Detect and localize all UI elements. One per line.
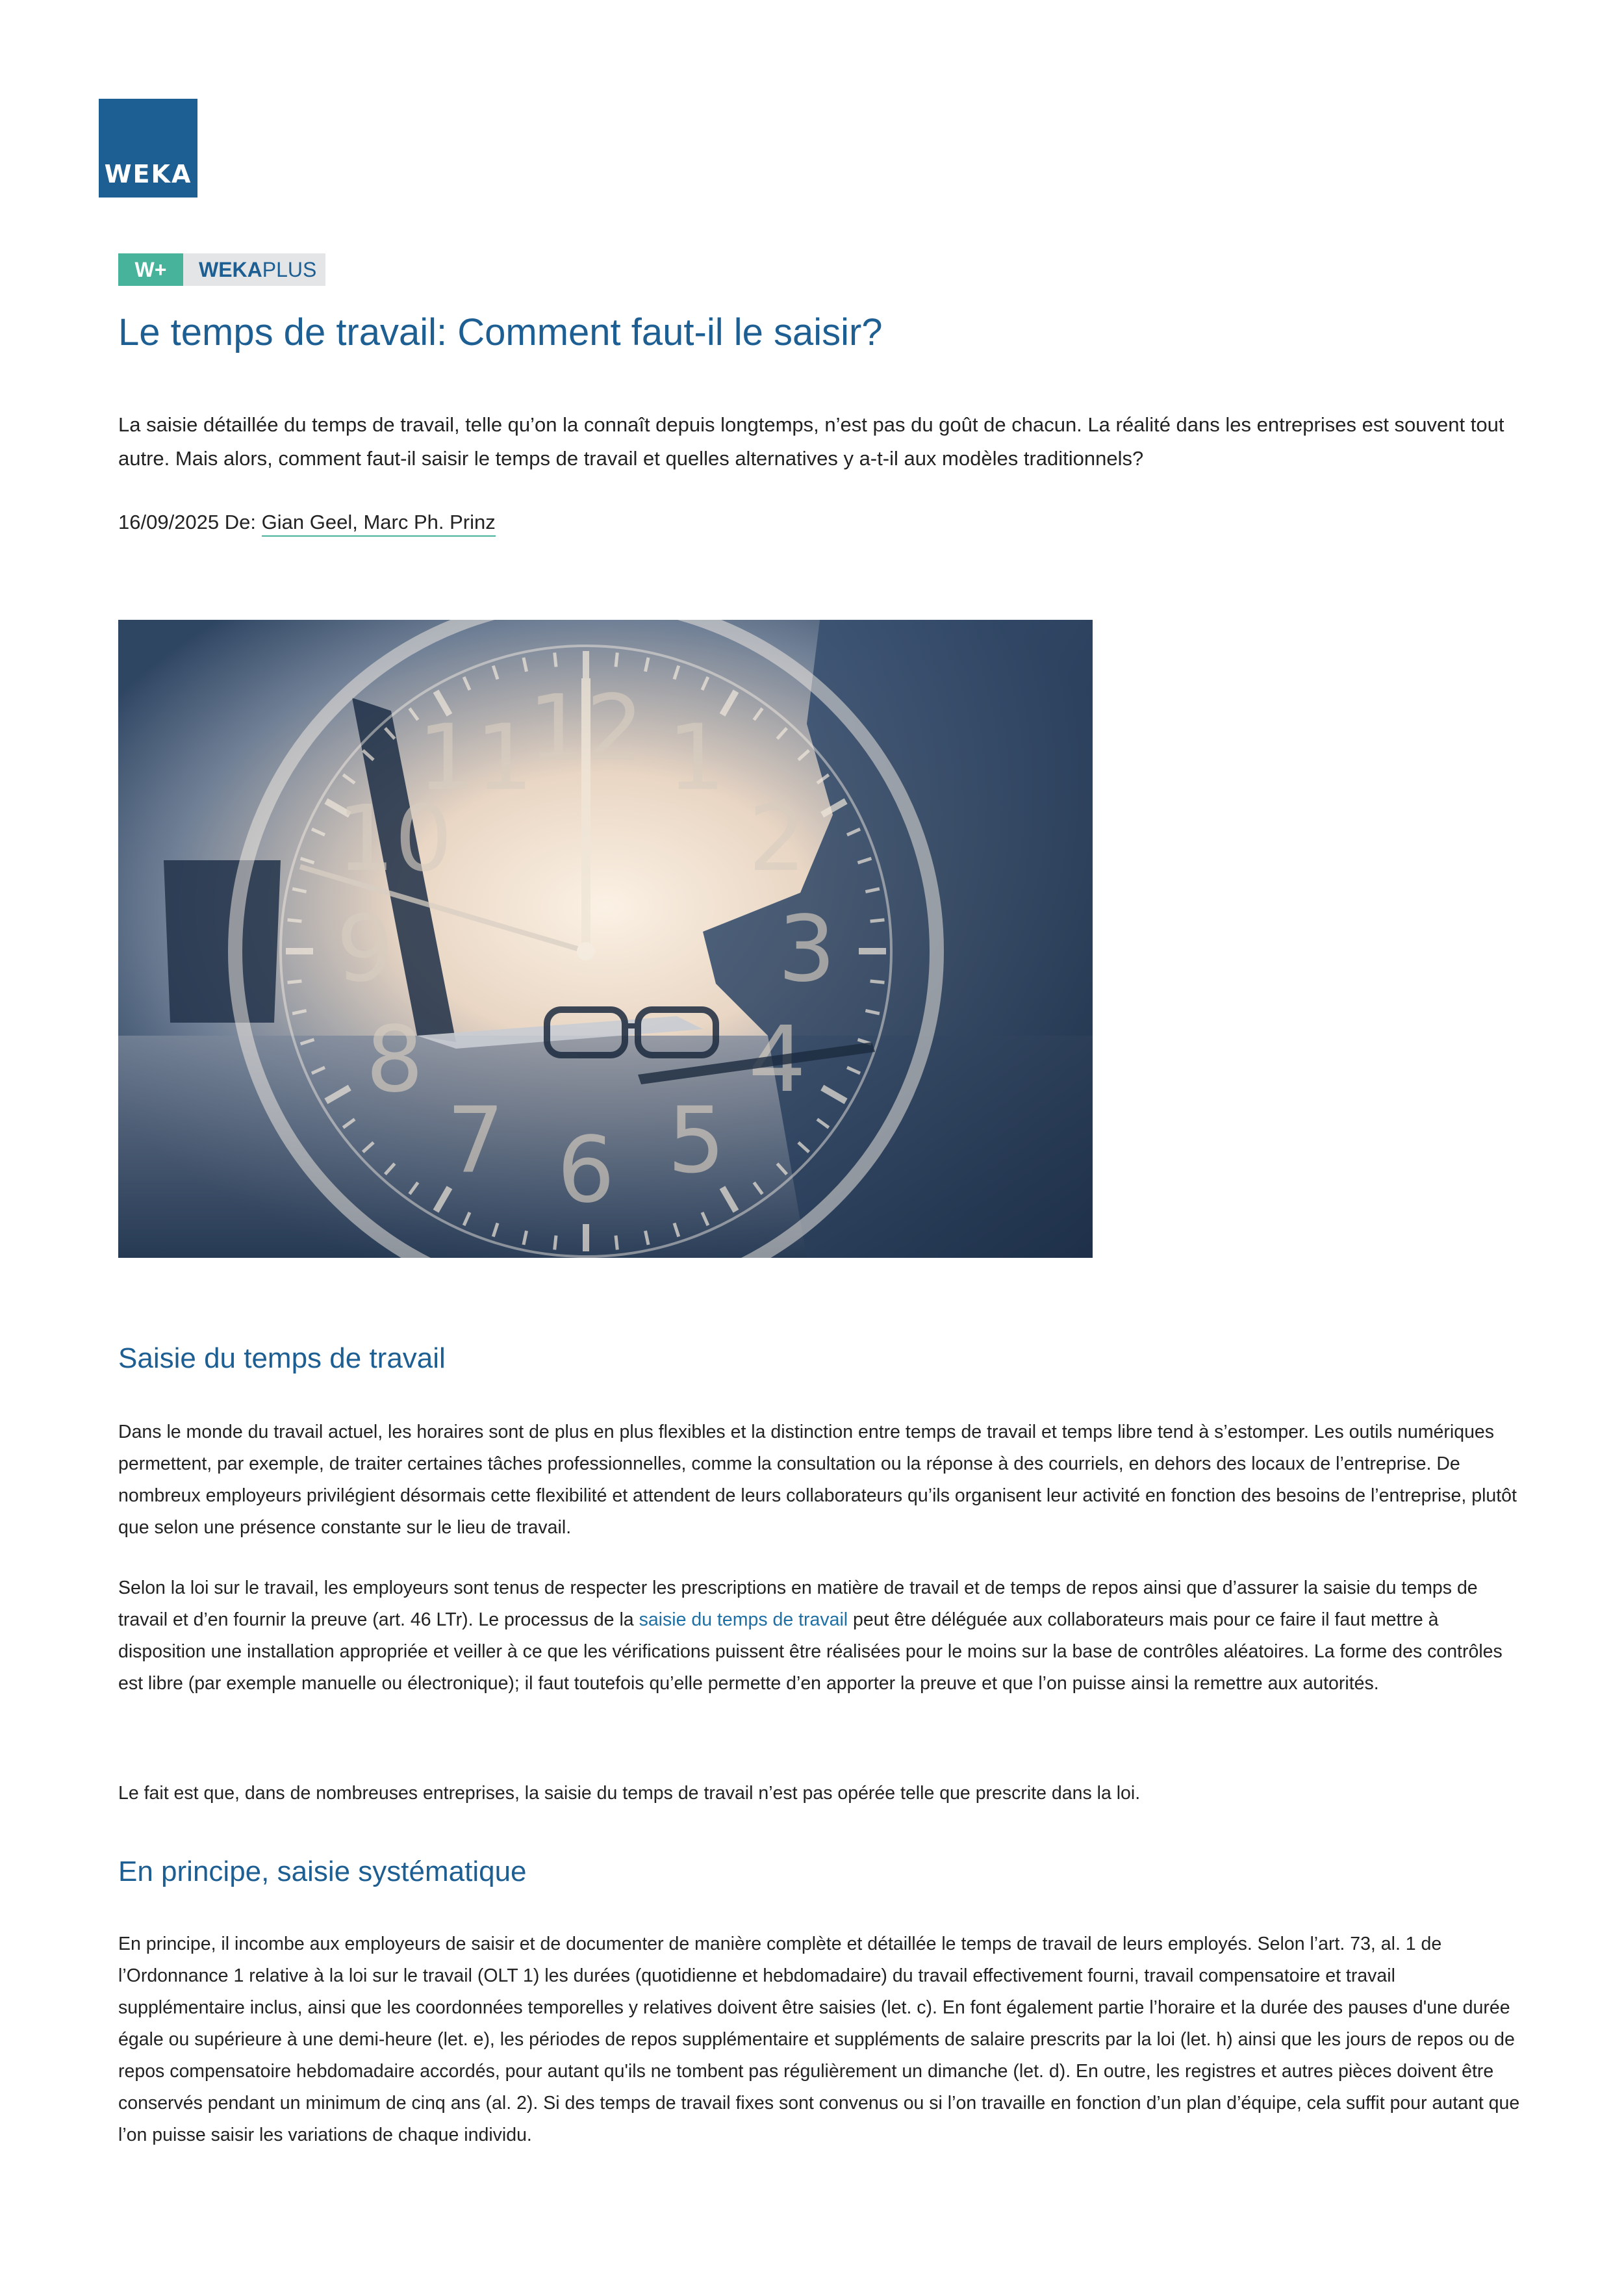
clock-tick <box>870 920 885 921</box>
section-1-paragraph-2 <box>118 1572 1521 1700</box>
saisie-temps-travail-link[interactable]: saisie du temps de travail <box>639 1609 848 1630</box>
clock-number: 3 <box>778 897 836 1003</box>
p2-text-after: peut être déléguée aux collaborateurs mais pour ce faire il faut mettre à disposition une installation appropriée et veiller à ce que les vérifications puissent être réalisées pour le moins sur la base de contrôles aléatoires. La forme des contrôles est libre (par exemple manuelle ou électronique); il faut toutefois qu’elle permette d’en apporter la preuve et que l’on puisse ainsi la remettre aux autorités. <box>118 1609 1503 1694</box>
article-lead: La saisie détaillée du temps de travail, telle qu’on la connaît depuis longtemps, n’est pas du goût de chacun. La réalité dans les entreprises est souvent tout autre. Mais alors, comment faut-il saisir le temps de travail et quelles alternatives y a-t-il aux modèles traditionnels? <box>118 413 1504 470</box>
clock-tick <box>288 981 302 982</box>
clock-number: 7 <box>446 1088 505 1194</box>
section-heading-principe: En principe, saisie systématique <box>118 1856 527 1887</box>
clock-number: 1 <box>667 705 726 811</box>
by-label: De: <box>224 511 257 533</box>
weka-logo[interactable] <box>99 99 197 198</box>
article-date: 16/09/2025 <box>118 511 220 533</box>
authors-link[interactable]: Gian Geel, Marc Ph. Prinz <box>262 511 496 537</box>
page-title: Le temps de travail: Comment faut-il le saisir? <box>118 311 883 353</box>
logo-text: WEKA <box>104 160 192 188</box>
clock-number: 6 <box>557 1118 615 1223</box>
clock-number: 5 <box>667 1088 726 1194</box>
clock-tick <box>870 981 885 982</box>
clock-number: 12 <box>527 676 644 782</box>
p2-text-before: Selon la loi sur le travail, les employeurs sont tenus de respecter les prescriptions en matière de travail et de temps de repos ainsi que d’assurer la saisie du temps de travail et d’en fournir la preuve (art. 46 LTr). Le processus de la <box>118 1578 1478 1630</box>
clock-tick <box>555 653 556 667</box>
badge-bold: WEKA <box>199 258 262 281</box>
clock-center <box>577 942 595 960</box>
clock-number: 9 <box>336 897 394 1003</box>
clock-number: 2 <box>748 786 806 892</box>
clock-number: 11 <box>417 705 534 811</box>
clock-number: 8 <box>366 1007 424 1113</box>
badge-light: PLUS <box>262 258 317 281</box>
clock-tick <box>288 920 302 921</box>
clock-tick <box>555 1236 556 1250</box>
article-meta <box>118 505 496 539</box>
hero-image <box>118 620 1093 1258</box>
section-1-paragraph-1: Dans le monde du travail actuel, les horaires sont de plus en plus flexibles et la distinction entre temps de travail et temps libre tend à s’estomper. Les outils numériques permettent, par exemple, de traiter certaines tâches professionnelles, comme la consultation ou la réponse à des courriels, en dehors des locaux de l’entreprise. De nombreux employeurs privilégient désormais cette flexibilité et attendent de leurs collaborateurs qu’ils organisent leur activité en fonction des besoins de l’entreprise, plutôt que selon une présence constante sur le lieu de travail. <box>118 1422 1517 1538</box>
clock-number: 10 <box>336 786 453 892</box>
wekaplus-badge <box>118 253 325 286</box>
coffee-cup <box>164 860 281 1023</box>
section-heading-saisie: Saisie du temps de travail <box>118 1342 446 1374</box>
section-2-paragraph-1: En principe, il incombe aux employeurs de saisir et de documenter de manière complète et détaillée le temps de travail de leurs employés. Selon l’art. 73, al. 1 de l’Ordonnance 1 relative à la loi sur le travail (OLT 1) les durées (quotidienne et hebdomadaire) du travail effectivement fourni, travail compensatoire et travail supplémentaire inclus, ainsi que les coordonnées temporelles y relatives doivent être saisies (let. c). En font également partie l’horaire et la durée des pauses d'une durée égale ou supérieure à une demi-heure (let. e), les périodes de repos supplémentaire et suppléments de salaire prescrits par la loi (let. h) ainsi que les jours de repos ou de repos compensatoire hebdomadaire accordés, pour autant qu'ils ne tombent pas régulièrement un dimanche (let. d). En outre, les registres et autres pièces doivent être conservés pendant un minimum de cinq ans (al. 2). Si des temps de travail fixes sont convenus ou si l’on travaille en fonction d’un plan d’équipe, cela suffit pour autant que l’on puisse saisir les variations de chaque individu. <box>118 1934 1520 2145</box>
badge-label <box>183 253 325 286</box>
section-1-paragraph-3: Le fait est que, dans de nombreuses entreprises, la saisie du temps de travail n’est pas opérée telle que prescrite dans la loi. <box>118 1783 1141 1804</box>
clock-tick <box>616 653 617 667</box>
wplus-icon: W+ <box>118 253 183 286</box>
clock-tick <box>616 1236 617 1250</box>
